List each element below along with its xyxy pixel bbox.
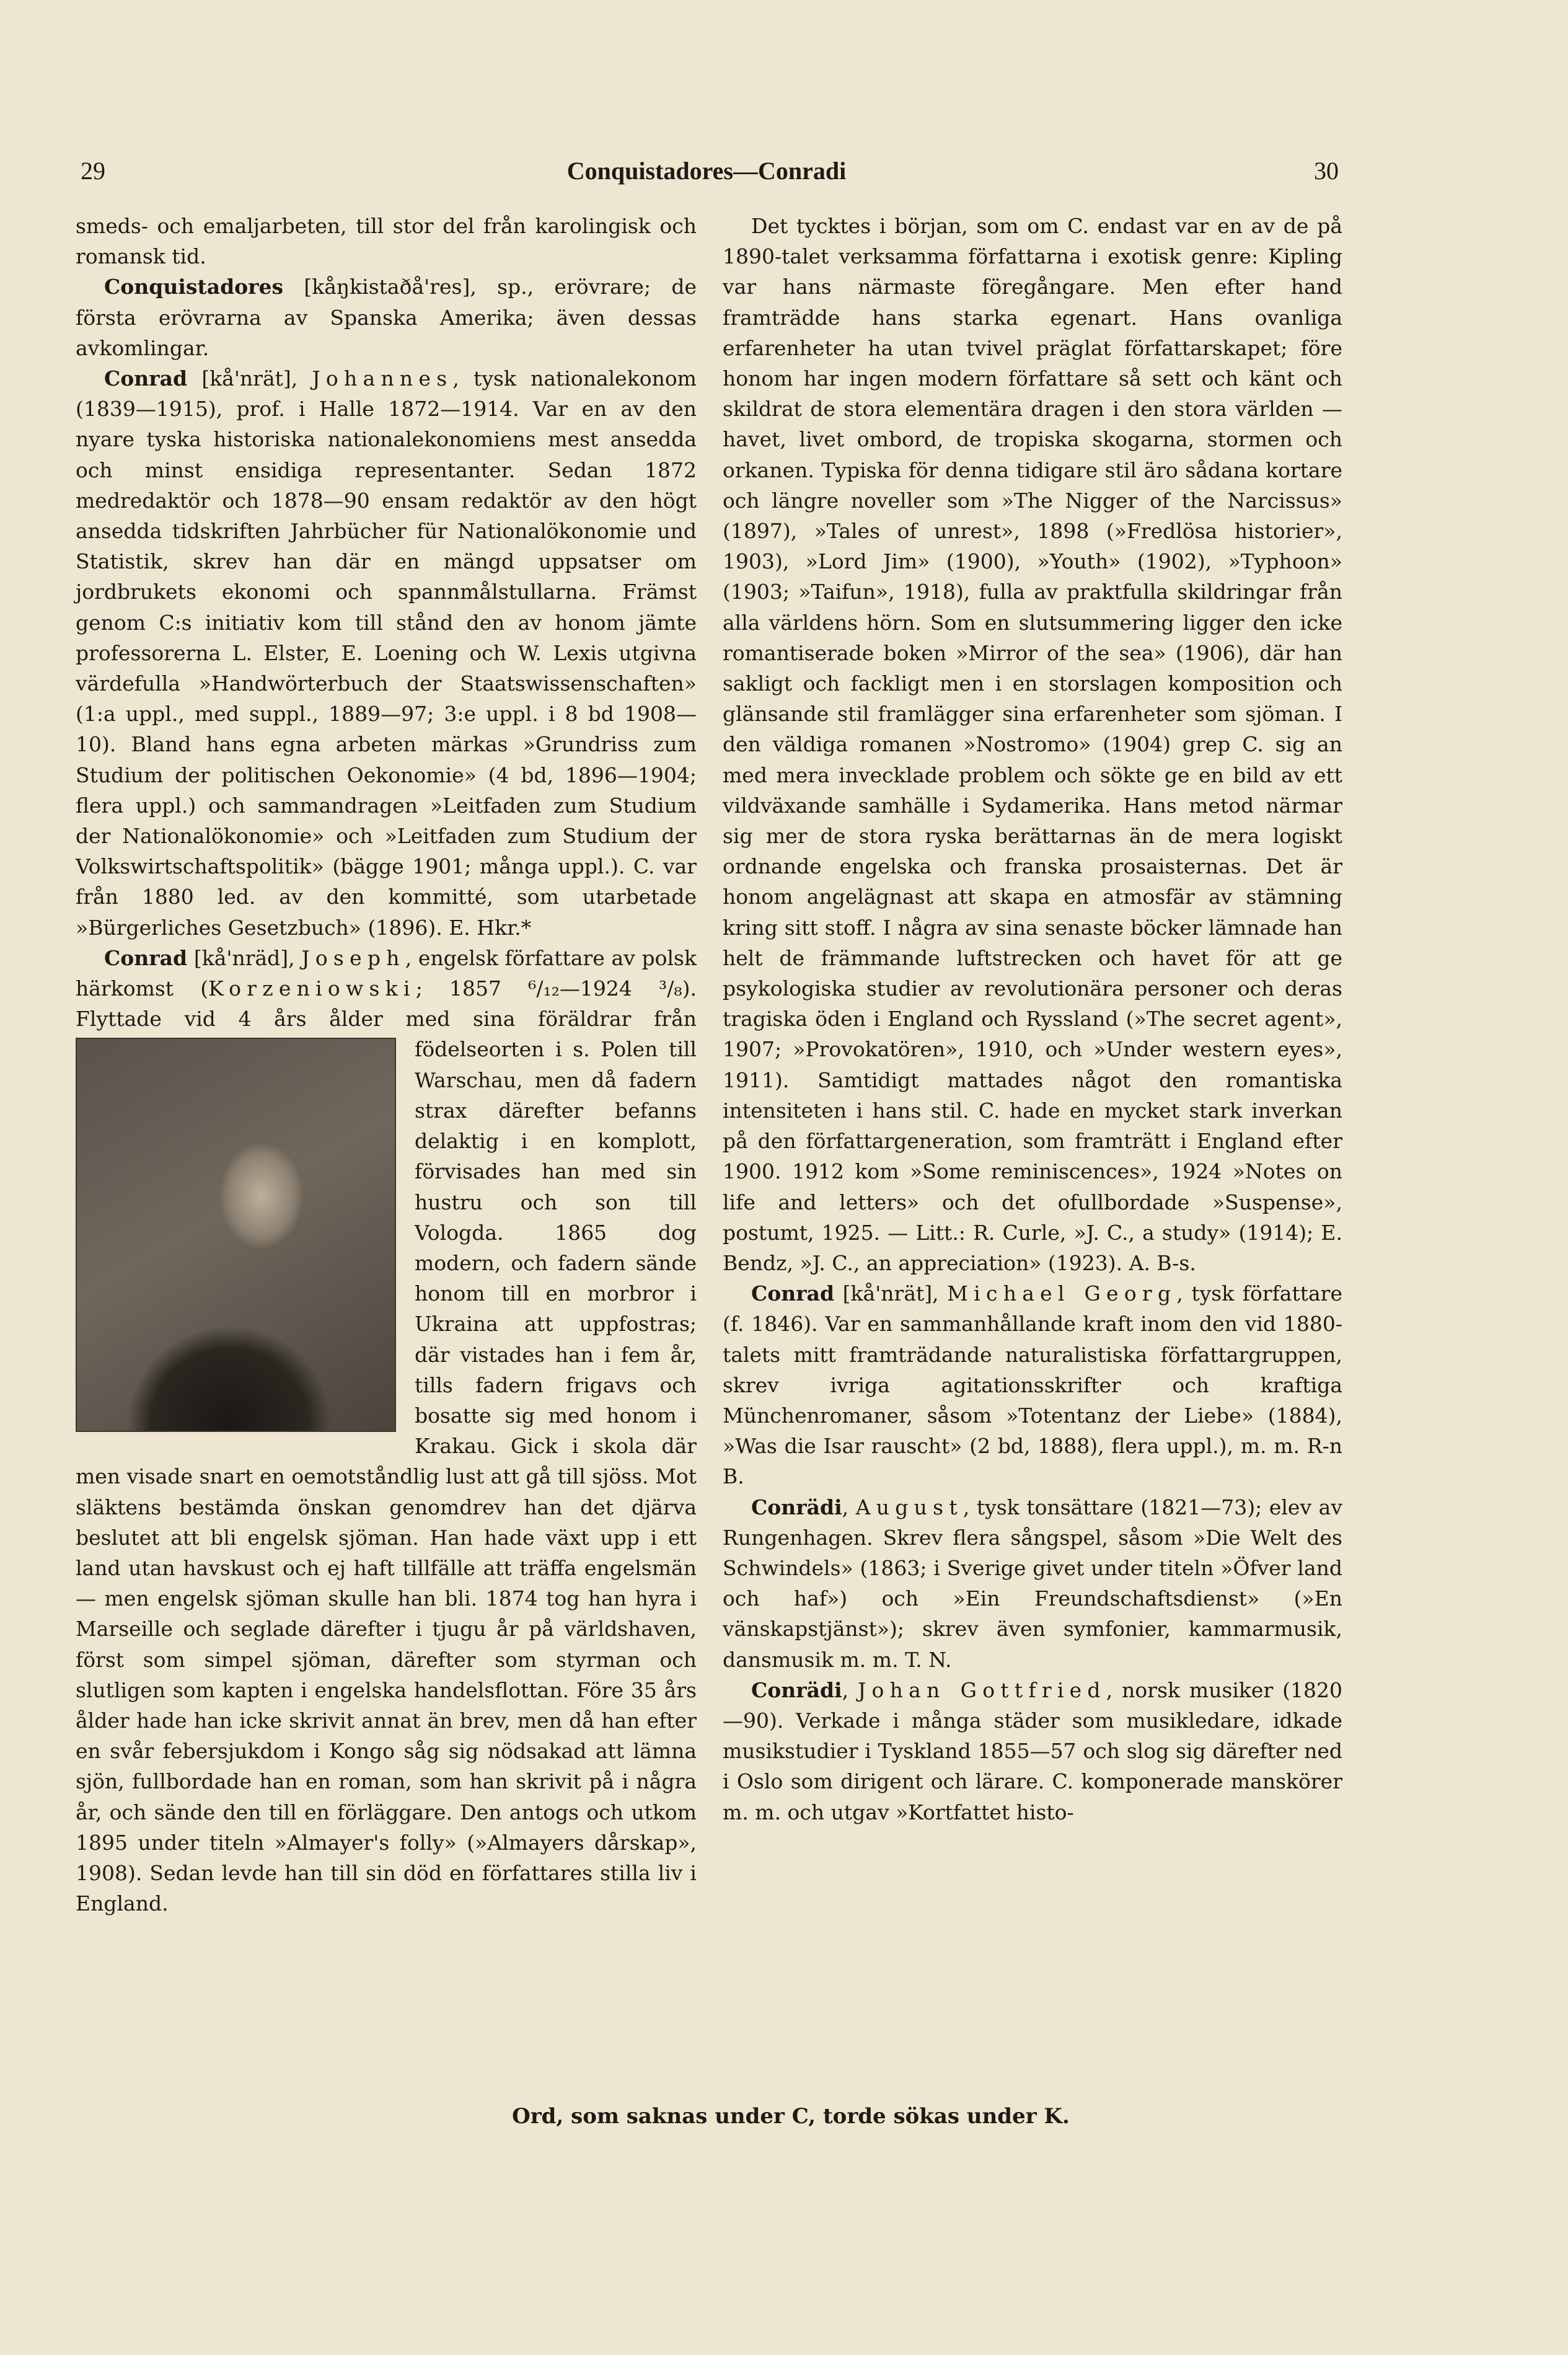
entry-text: , norsk musiker (1820—90). Verkade i många städer som musikledare, idkade musikstudier i Tyskland 1855—57 och slog sig därefter ned i Oslo som dirigent och lärare. C. komponerade manskörer m. m. och utgav »Kortfattet histo- bbox=[723, 1677, 1342, 1824]
entry-given-name: August bbox=[855, 1495, 963, 1519]
left-column bbox=[76, 211, 697, 1919]
entry-text: Det tycktes i början, som om C. endast var en av de på 1890-talet verksamma författarna i exotisk genre: Kipling var hans närmaste föregångare. Men efter hand framträdde hans starka egenart. Hans ovanliga erfarenheter ha utan tvivel präglat författarskapet; före honom har ingen modern författare så sett och känt och skildrat de stora elementära dragen i den stora världen — havet, livet ombord, de tropiska skogarna, stormen och orkanen. Typiska för denna tidigare stil äro sådana kortare och längre noveller som »The Nigger of the Narcissus» (1897), »Tales of unrest», 1898 (»Fredlösa historier», 1903), »Lord Jim» (1900), »Youth» (1902), »Typhoon» (1903; »Taifun», 1918), fulla av praktfulla skildringar från alla världens hörn. Som en slutsummering ligger den icke romantiserade boken »Mirror of the sea» (1906), där han sakligt och fackligt men i en storslagen komposition och glänsande stil framlägger sina erfarenheter som sjöman. I den väldiga romanen »Nostromo» (1904) grep C. sig an med mera invecklade problem och sökte ge en bild av ett vildväxande samhälle i Sydamerika. Hans metod närmar sig mer de stora ryska berättarnas än de mera logiskt ordnande engelska och franska prosaisternas. Det är honom angelägnast att skapa en atmosfär av stämning kring sitt stoff. I några av sina senaste böcker lämnade han helt de främmande luftstrecken och havet för att ge psykologiska studier av revolutionära personer och deras tragiska öden i England och Ryssland (»The secret agent», 1907; »Provokatören», 1910, och »Under western eyes», 1911). Samtidigt mattades något den romantiska intensiteten i hans stil. C. hade en mycket stark inverkan på den författargeneration, som framträtt i England efter 1900. 1912 kom »Some reminiscences», 1924 »Notes on life and letters» och det ofullbordade »Suspense», postumt, 1925. — Litt.: R. Curle, »J. C., a study» (1914); E. Bendz, »J. C., an appreciation» (1923). bbox=[723, 214, 1342, 1275]
author-signature: T. N. bbox=[905, 1647, 952, 1672]
entry-text: , engelsk författare av polsk härkomst ( bbox=[76, 945, 697, 1001]
entry-conquistadores bbox=[76, 272, 697, 363]
portrait-photo bbox=[76, 1038, 396, 1432]
entry-headword: Conrad bbox=[751, 1281, 835, 1306]
page-number-left: 29 bbox=[81, 157, 105, 185]
entry-headword: Conrad bbox=[104, 366, 188, 391]
entry-given-name: Michael Georg bbox=[947, 1281, 1177, 1306]
author-signature: E. Hkr.* bbox=[449, 915, 532, 940]
entry-headword: Conquistadores bbox=[104, 275, 284, 299]
entry-headword: Conrädi bbox=[751, 1677, 842, 1702]
entry-headword: Conrädi bbox=[751, 1495, 842, 1519]
right-column bbox=[723, 211, 1342, 1827]
entry-given-name: Johannes bbox=[312, 366, 453, 391]
entry-given-name: Joseph bbox=[301, 945, 405, 970]
entry-text: s. Polen till Warschau, men då fadern strax därefter befanns delaktig i en komplott, förvisades han med sin hustru och son till Vologda. 1865 dog modern, och fadern sände honom till en morbror i Ukraina att uppfostras; där vistades han i fem år, tills fadern frigavs och bosatte sig med honom i Krakau. Gick i skola där men visade snart en oemotståndlig lust att gå till sjöss. Mot släktens bestämda önskan genomdrev han det djärva beslutet att bli engelsk sjöman. Han hade växt upp i ett land utan havskust och ej haft tillfälle att träffa engelsmän — men engelsk sjöman skulle han bli. 1874 tog han hyra i Marseille och seglade därefter i tjugu år på världshaven, först som simpel sjöman, därefter som styrman och slutligen som kapten i engelska handelsflottan. Före 35 års ålder hade han icke skrivit annat än brev, men då han efter en svår febersjukdom i Kongo såg sig nödsakad att lämna sjön, fullbordade han en roman, som han skrivit på i några år, och sände den till en förläggare. Den antogs och utkom 1895 under titeln »Almayer's folly» (»Almayers dårskap», 1908). Sedan levde han till sin död en författares stilla liv i England. bbox=[76, 1037, 697, 1916]
entry-pronunciation: [kå'nräd], bbox=[187, 945, 302, 970]
paragraph-continuation: smeds- och emaljarbeten, till stor del från karolingisk och romansk tid. bbox=[76, 214, 697, 269]
cross-reference-note: Ord, som saknas under C, torde sökas under K. bbox=[512, 2104, 1070, 2129]
running-title: Conquistadores—Conradi bbox=[566, 157, 847, 185]
entry-pronunciation: [kå'nrät], bbox=[187, 366, 312, 391]
entry-headword: Conrad bbox=[104, 945, 188, 970]
entry-text: , tysk nationalekonom (1839—1915), prof. i Halle 1872—1914. Var en av den nyare tyska historiska nationalekonomiens mest ansedda och minst ensidiga representanter. Sedan 1872 medredaktör och 1878—90 ensam redaktör av den högt ansedda tidskriften Jahrbücher für Nationalökonomie und Statistik, skrev han där en mängd uppsatser om jordbrukets ekonomi och spannmålstullarna. Främst genom C:s initiativ kom till stånd den av honom jämte professorerna L. Elster, E. Loening och W. Lexis utgivna värdefulla »Handwörterbuch der Staatswissenschaften» (1:a uppl., med suppl., 1889—97; 3:e uppl. i 8 bd 1908—10). Bland hans egna arbeten märkas »Grundriss zum Studium der politischen Oekonomie» (4 bd, 1896—1904; flera uppl.) och sammandragen »Leitfaden zum Studium der Nationalökonomie» och »Leitfaden zum Studium der Volkswirtschaftspolitik» (bägge 1901; många uppl.). C. var från 1880 led. av den kommitté, som utarbetade »Bürgerliches Gesetzbuch» (1896). bbox=[76, 366, 697, 940]
entry-text: ; 1857 ⁶/₁₂—1924 ³/₈). Flyttade vid 4 års ålder med sina föräldrar från födelseorten i bbox=[76, 976, 697, 1062]
entry-conrad-johannes bbox=[76, 363, 697, 943]
entry-conrad-joseph-continued bbox=[723, 211, 1342, 1278]
page-header bbox=[74, 156, 1339, 193]
entry-text: , tysk tonsättare (1821—73); elev av Rungenhagen. Skrev flera sångspel, såsom »Die Welt des Schwindels» (1863; i Sverige givet under titeln »Öfver land och haf») och »Ein Freundschaftsdienst» (»En vänskapstjänst»); skrev även symfonier, kammarmusik, dansmusik m. m. bbox=[723, 1495, 1342, 1672]
page-number-right: 30 bbox=[1314, 157, 1339, 185]
entry-conrad-michael-georg bbox=[723, 1278, 1342, 1491]
author-signature: R-n B. bbox=[723, 1434, 1342, 1489]
entry-text: , tysk författare (f. 1846). Var en sammanhållande kraft inom den vid 1880-talets mitt framträdande naturalistiska författargruppen, skrev ivriga agitationsskrifter och kraftiga Münchenromaner, såsom »Totentanz der Liebe» (1884), »Was die Isar rauscht» (2 bd, 1888), flera uppl.), m. m. bbox=[723, 1281, 1342, 1459]
entry-conradi-august: Conrädi, August, tysk tonsättare (1821—73); elev av Rungenhagen. Skrev flera sångspel, såsom »Die Welt des Schwindels» (1863; i Sverige givet under titeln »Öfver land och haf») och »Ein Freundschaftsdienst» (»En vänskapstjänst»); skrev även symfonier, kammarmusik, dansmusik m. m. T. N. bbox=[723, 1495, 1342, 1672]
author-signature: A. B-s. bbox=[1129, 1250, 1196, 1275]
entry-conradi-johan-gottfried: Conrädi, Johan Gottfried, norsk musiker (1820—90). Verkade i många städer som musikledare, idkade musikstudier i Tyskland 1855—57 och slog sig därefter ned i Oslo som dirigent och lärare. C. komponerade manskörer m. m. och utgav »Kortfattet histo- bbox=[723, 1677, 1342, 1824]
entry-birth-name: Korzeniowski bbox=[208, 976, 416, 1001]
entry-given-name: Johan Gottfried bbox=[858, 1677, 1106, 1702]
entry-conrad-joseph bbox=[76, 943, 697, 1919]
entry-text bbox=[76, 976, 697, 1915]
entry-text: [kåŋkistaðå'res], sp., erövrare; de första erövrarna av Spanska Amerika; även dessas avkomlingar. bbox=[76, 275, 697, 360]
entry-pronunciation: [kå'nrät], bbox=[834, 1281, 948, 1306]
